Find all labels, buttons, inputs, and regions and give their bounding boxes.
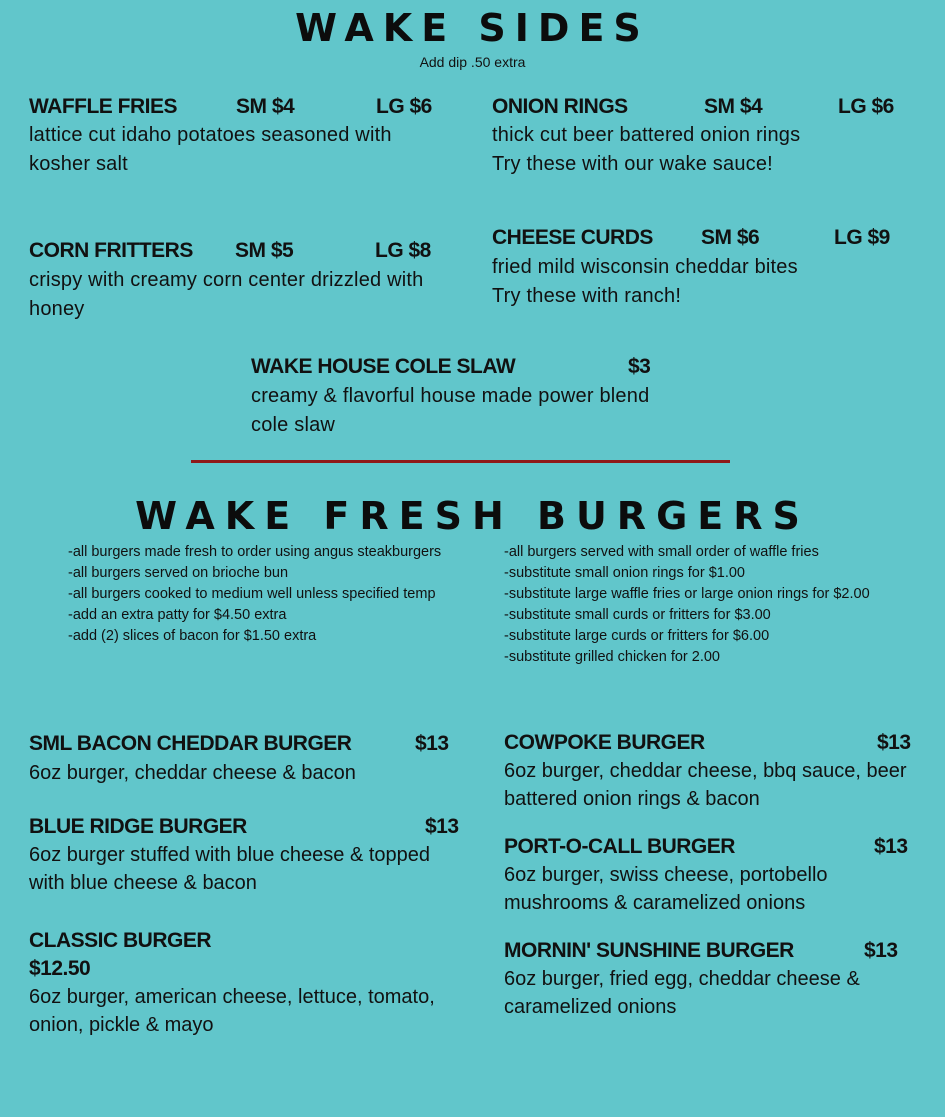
note-item: -add (2) slices of bacon for $1.50 extra bbox=[68, 628, 317, 644]
menu-item-port-o-call-burger-description bbox=[504, 861, 828, 917]
sides-section-title: WAKE SIDES bbox=[295, 6, 650, 50]
description-line: lattice cut idaho potatoes seasoned with bbox=[29, 124, 392, 146]
item-price: $13 bbox=[425, 815, 459, 838]
item-name: MORNIN' SUNSHINE BURGER bbox=[504, 939, 794, 962]
item-price-small: SM $5 bbox=[235, 239, 294, 262]
description-line: caramelized onions bbox=[504, 996, 677, 1018]
description-line: Try these with our wake sauce! bbox=[492, 153, 773, 175]
item-price-large: LG $9 bbox=[834, 226, 890, 249]
description-line: fried mild wisconsin cheddar bites bbox=[492, 256, 798, 278]
menu-item-corn-fritters-description bbox=[29, 266, 423, 324]
item-name: CORN FRITTERS bbox=[29, 239, 193, 262]
section-divider bbox=[191, 460, 730, 463]
item-price-large: LG $8 bbox=[375, 239, 431, 262]
item-price: $13 bbox=[874, 835, 908, 858]
menu-item-cowpoke-burger-description bbox=[504, 757, 907, 813]
burger-notes-left bbox=[68, 542, 441, 647]
note-item: -all burgers made fresh to order using angus steakburgers bbox=[68, 544, 442, 560]
item-name: COWPOKE BURGER bbox=[504, 731, 705, 754]
item-price: $12.50 bbox=[29, 957, 91, 980]
description-line: onion, pickle & mayo bbox=[29, 1014, 214, 1036]
item-name: WAKE HOUSE COLE SLAW bbox=[251, 355, 516, 378]
item-price-small: SM $4 bbox=[236, 95, 295, 118]
description-line: honey bbox=[29, 298, 85, 320]
menu-item-cole-slaw-description bbox=[251, 382, 649, 440]
description-line: creamy & flavorful house made power blend bbox=[251, 385, 650, 407]
item-name: WAFFLE FRIES bbox=[29, 95, 177, 118]
note-item: -substitute grilled chicken for 2.00 bbox=[504, 649, 720, 665]
note-item: -all burgers served on brioche bun bbox=[68, 565, 289, 581]
note-item: -substitute large curds or fritters for $6.00 bbox=[504, 628, 770, 644]
menu-item-classic-burger-description bbox=[29, 983, 435, 1039]
item-price-large: LG $6 bbox=[376, 95, 432, 118]
item-name: CHEESE CURDS bbox=[492, 226, 653, 249]
item-name: SML BACON CHEDDAR BURGER bbox=[29, 732, 352, 755]
menu-item-bacon-cheddar-burger-description bbox=[29, 759, 356, 787]
menu-item-waffle-fries-description bbox=[29, 121, 392, 179]
menu-item-blue-ridge-burger-description bbox=[29, 841, 430, 897]
description-line: crispy with creamy corn center drizzled with bbox=[29, 269, 424, 291]
description-line: 6oz burger, swiss cheese, portobello bbox=[504, 864, 828, 886]
item-price-large: LG $6 bbox=[838, 95, 894, 118]
description-line: 6oz burger, cheddar cheese, bbq sauce, beer bbox=[504, 760, 907, 782]
note-item: -all burgers cooked to medium well unless specified temp bbox=[68, 586, 436, 602]
note-item: -add an extra patty for $4.50 extra bbox=[68, 607, 287, 623]
description-line: battered onion rings & bacon bbox=[504, 788, 760, 810]
item-name: CLASSIC BURGER bbox=[29, 929, 212, 952]
burger-notes-right bbox=[504, 542, 870, 668]
item-price-small: SM $4 bbox=[704, 95, 763, 118]
item-price: $3 bbox=[628, 355, 651, 378]
item-price-small: SM $6 bbox=[701, 226, 760, 249]
description-line: cole slaw bbox=[251, 414, 336, 436]
menu-item-mornin-sunshine-burger-description bbox=[504, 965, 860, 1021]
description-line: Try these with ranch! bbox=[492, 285, 682, 307]
description-line: with blue cheese & bacon bbox=[29, 872, 257, 894]
item-price: $13 bbox=[864, 939, 898, 962]
item-price: $13 bbox=[415, 732, 449, 755]
item-name: BLUE RIDGE BURGER bbox=[29, 815, 247, 838]
description-line: kosher salt bbox=[29, 153, 128, 175]
note-item: -substitute small onion rings for $1.00 bbox=[504, 565, 745, 581]
menu-item-cheese-curds-description bbox=[492, 253, 798, 311]
item-name: PORT-O-CALL BURGER bbox=[504, 835, 735, 858]
description-line: mushrooms & caramelized onions bbox=[504, 892, 806, 914]
description-line: 6oz burger, cheddar cheese & bacon bbox=[29, 762, 356, 784]
item-price: $13 bbox=[877, 731, 911, 754]
note-item: -substitute large waffle fries or large onion rings for $2.00 bbox=[504, 586, 870, 602]
menu-item-onion-rings-description bbox=[492, 121, 800, 179]
note-item: -substitute small curds or fritters for $3.00 bbox=[504, 607, 771, 623]
description-line: 6oz burger stuffed with blue cheese & topped bbox=[29, 844, 431, 866]
dip-note: Add dip .50 extra bbox=[419, 54, 526, 70]
note-item: -all burgers served with small order of waffle fries bbox=[504, 544, 819, 560]
description-line: 6oz burger, fried egg, cheddar cheese & bbox=[504, 968, 860, 990]
description-line: 6oz burger, american cheese, lettuce, tomato, bbox=[29, 986, 435, 1008]
item-name: ONION RINGS bbox=[492, 95, 628, 118]
description-line: thick cut beer battered onion rings bbox=[492, 124, 801, 146]
burgers-section-title: WAKE FRESH BURGERS bbox=[135, 494, 810, 538]
